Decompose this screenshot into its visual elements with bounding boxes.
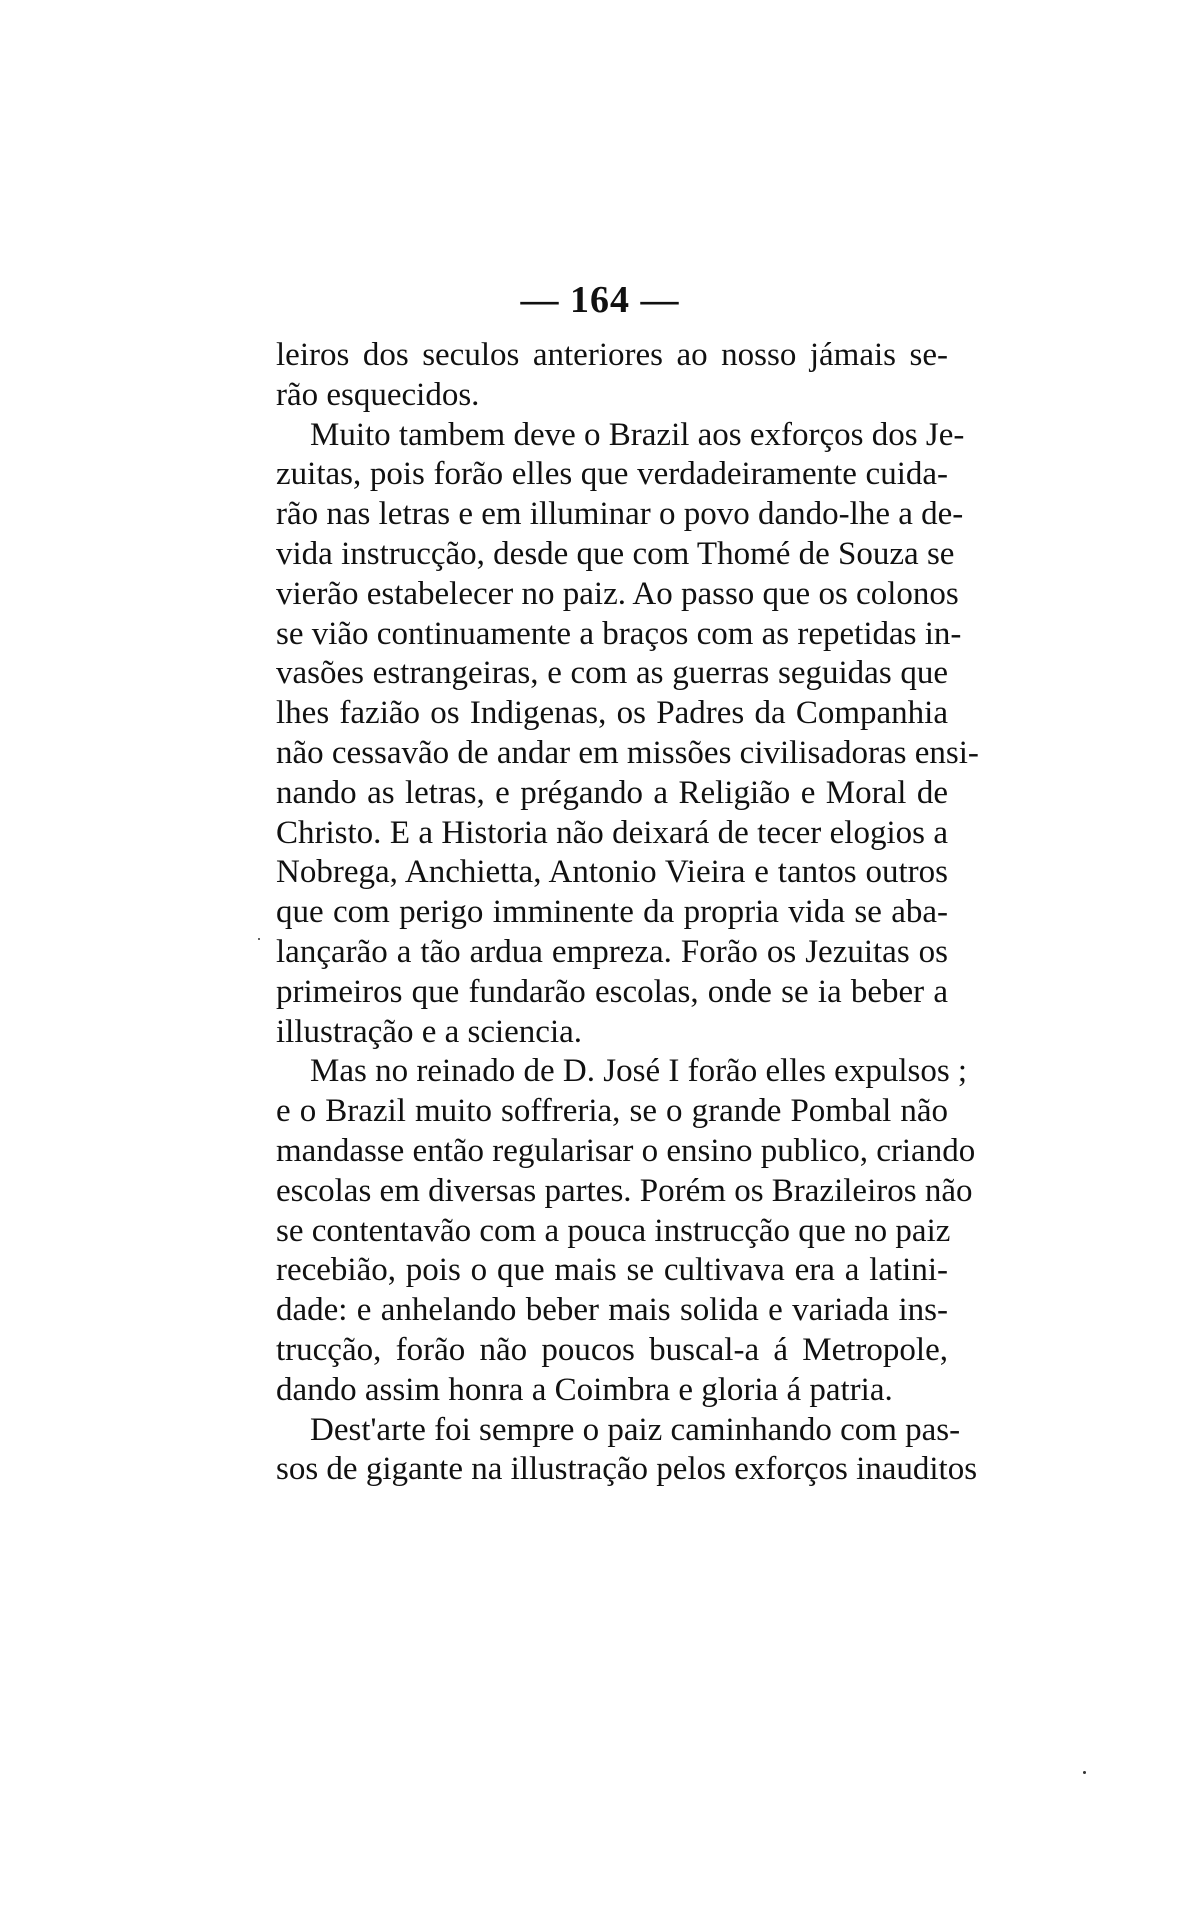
print-speck xyxy=(1083,1771,1086,1774)
text-line: lançarão a tão ardua empreza. Forão os Jezuitas os xyxy=(276,933,948,970)
print-speck xyxy=(258,938,260,940)
text-line: Christo. E a Historia não deixará de tecer elogios a xyxy=(276,814,948,851)
text-line: sos de gigante na illustração pelos exforços inauditos xyxy=(276,1451,978,1488)
text-line: Muito tambem deve o Brazil aos exforços dos Je- xyxy=(310,416,965,453)
text-line: não cessavão de andar em missões civilisadoras ensi- xyxy=(276,734,979,771)
text-line: illustração e a sciencia. xyxy=(276,1013,583,1050)
text-line: nando as letras, e prégando a Religião e Moral de xyxy=(276,774,948,811)
text-line: Dest'arte foi sempre o paiz caminhando com pas- xyxy=(310,1411,961,1448)
text-line: recebião, pois o que mais se cultivava era a latini- xyxy=(276,1252,948,1289)
text-line: se contentavão com a pouca instrucção que no paiz xyxy=(276,1212,951,1249)
page-number: — 164 — xyxy=(520,279,680,321)
text-line: primeiros que fundarão escolas, onde se ia beber a xyxy=(276,973,948,1010)
text-line: dando assim honra a Coimbra e gloria á patria. xyxy=(276,1371,893,1408)
text-line: vasões estrangeiras, e com as guerras seguidas que xyxy=(276,655,948,692)
text-line: leiros dos seculos anteriores ao nosso jámais se- xyxy=(276,337,948,373)
text-line: lhes fazião os Indigenas, os Padres da Companhia xyxy=(276,695,948,732)
text-line: se vião continuamente a braços com as repetidas in- xyxy=(276,615,962,652)
body-text xyxy=(276,336,979,1490)
text-line: mandasse então regularisar o ensino publico, criando xyxy=(276,1132,976,1169)
text-line: rão nas letras e em illuminar o povo dando-lhe a de- xyxy=(276,496,964,533)
text-line: escolas em diversas partes. Porém os Brazileiros não xyxy=(276,1172,973,1209)
text-line: dade: e anhelando beber mais solida e variada ins- xyxy=(276,1292,948,1329)
text-line: Mas no reinado de D. José I forão elles expulsos ; xyxy=(310,1053,968,1090)
text-line: rão esquecidos. xyxy=(276,376,480,413)
text-line: vierão estabelecer no paiz. Ao passo que os colonos xyxy=(276,575,959,612)
text-line: Nobrega, Anchietta, Antonio Vieira e tantos outros xyxy=(276,854,948,891)
text-line: e o Brazil muito soffreria, se o grande Pombal não xyxy=(276,1093,948,1130)
text-line: vida instrucção, desde que com Thomé de Souza se xyxy=(276,535,955,572)
text-line: trucção, forão não poucos buscal-a á Metropole, xyxy=(276,1331,948,1368)
text-line: que com perigo imminente da propria vida se aba- xyxy=(276,894,948,931)
text-line: zuitas, pois forão elles que verdadeiramente cuida- xyxy=(276,456,948,493)
